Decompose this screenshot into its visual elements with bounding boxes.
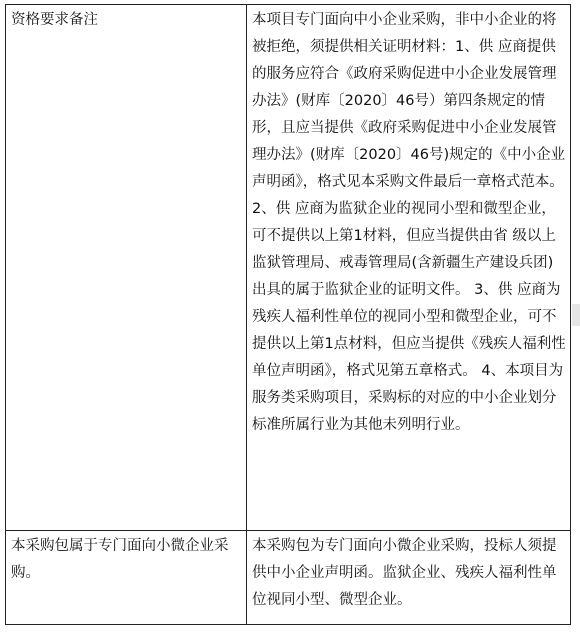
row-value: 本项目专门面向中小企业采购，非中小企业的将被拒绝，须提供相关证明材料：1、供 应商提供的服务应符合《政府采购促进中小企业发展管理办法》(财库〔2020〕46号）第四条规定的情形，且应当提供《政府采购促进中小企业发展管理办法》(财库〔2020〕46号)规定的《中小企业声明函》，格式见本采购文件最后一章格式范本。 2、供 应商为监狱企业的视同小型和微型企业，可不提供以上第1材料，但应当提供由省 级以上监狱管理局、戒毒管理局(含新疆生产建设兵团)出具的属于监狱企业的证明文件。 3、供 应商为残疾人福利性单位的视同小型和微型企业，可不提供以上第1点材料，但应当提供《残疾人福利性单位声明函》，格式见第五章格式。 4、本项目为服务类采购项目，采购标的对应的中小企业划分标准所属行业为其他未列明行业。 <box>247 5 571 531</box>
row-value: 本采购包为专门面向小微企业采购，投标人须提供中小企业声明函。监狱企业、残疾人福利性单位视同小型、微型企业。 <box>247 531 571 625</box>
table-row <box>6 5 571 531</box>
row-label: 本采购包属于专门面向小微企业采购。 <box>6 531 247 625</box>
requirements-table <box>5 4 571 625</box>
row-label: 资格要求备注 <box>6 5 247 531</box>
scroll-edge-marker <box>572 304 580 326</box>
table-row <box>6 531 571 625</box>
